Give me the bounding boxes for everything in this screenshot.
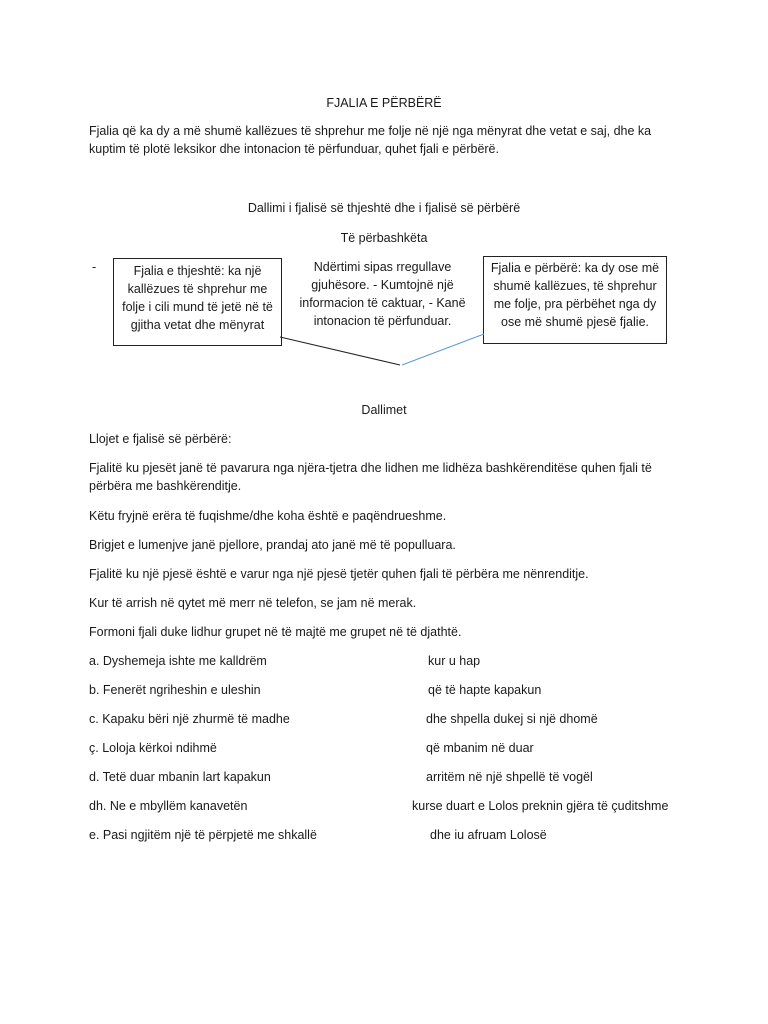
connector-line-right (402, 334, 484, 365)
common-features-text: Ndërtimi sipas rregullave gjuhësore. - Kumtojnë një informacion të caktuar, - Kanë intonacion të përfunduar. (299, 260, 466, 328)
exercise-instruction: Formoni fjali duke lidhur grupet në të majtë me grupet në të djathtë. (89, 625, 462, 639)
pair-right-b: që të hapte kapakun (428, 683, 542, 697)
subordination-definition: Fjalitë ku një pjesë është e varur nga një pjesë tjetër quhen fjali të përbëra me nënrenditje. (89, 567, 589, 581)
pair-right-e: dhe iu afruam Lolosë (430, 828, 547, 842)
pair-right-dh: kurse duart e Lolos preknin gjëra të çuditshme (412, 799, 669, 813)
types-heading: Llojet e fjalisë së përbërë: (89, 432, 232, 446)
pair-left-c: c. Kapaku bëri një zhurmë të madhe (89, 712, 290, 726)
pair-right-d: arritëm në një shpellë të vogël (426, 770, 593, 784)
pair-right-a: kur u hap (428, 654, 481, 668)
difference-heading: Dallimi i fjalisë së thjeshtë dhe i fjalisë së përbërë (247, 201, 521, 215)
pair-left-d: d. Tetë duar mbanin lart kapakun (89, 770, 271, 784)
coordination-example-1: Këtu fryjnë erëra të fuqishme/dhe koha është e paqëndrueshme. (89, 509, 447, 523)
complex-sentence-box: Fjalia e përbërë: ka dy ose më shumë kallëzues, të shprehur me folje, pra përbëhet nga dy ose më shumë pjesë fjalie. (483, 256, 667, 344)
pair-left-e: e. Pasi ngjitëm një të përpjetë me shkallë (89, 828, 317, 842)
pair-left-cc: ç. Loloja kërkoi ndihmë (89, 741, 217, 755)
coordination-example-2: Brigjet e lumenjve janë pjellore, prandaj ato janë më të populluara. (89, 538, 456, 552)
intro-paragraph: Fjalia që ka dy a më shumë kallëzues të shprehur me folje në një nga mënyrat dhe vetat e saj, dhe ka kuptim të plotë leksikor dhe intonacion të përfunduar, quhet fjali e përbërë. (89, 124, 652, 156)
pair-left-b: b. Fenerët ngriheshin e uleshin (89, 683, 261, 697)
common-heading: Të përbashkëta (340, 231, 428, 245)
pair-right-cc: që mbanim në duar (426, 741, 534, 755)
pair-left-a: a. Dyshemeja ishte me kalldrëm (89, 654, 267, 668)
subordination-example-1: Kur të arrish në qytet më merr në telefon, se jam në merak. (89, 596, 417, 610)
page-title: FJALIA E PËRBËRË (326, 96, 442, 110)
coordination-definition: Fjalitë ku pjesët janë të pavarura nga njëra-tjetra dhe lidhen me lidhëza bashkërenditëse quhen fjali të përbëra me bashkërenditje. (89, 461, 652, 493)
simple-sentence-box: Fjalia e thjeshtë: ka një kallëzues të shprehur me folje i cili mund të jetë në të gjitha vetat dhe mënyrat (113, 258, 282, 346)
connector-line-left (280, 337, 400, 365)
pair-left-dh: dh. Ne e mbyllëm kanavetën (89, 799, 248, 813)
differences-heading: Dallimet (361, 403, 407, 417)
pair-right-c: dhe shpella dukej si një dhomë (426, 712, 598, 726)
dash-marker: - (92, 260, 97, 274)
